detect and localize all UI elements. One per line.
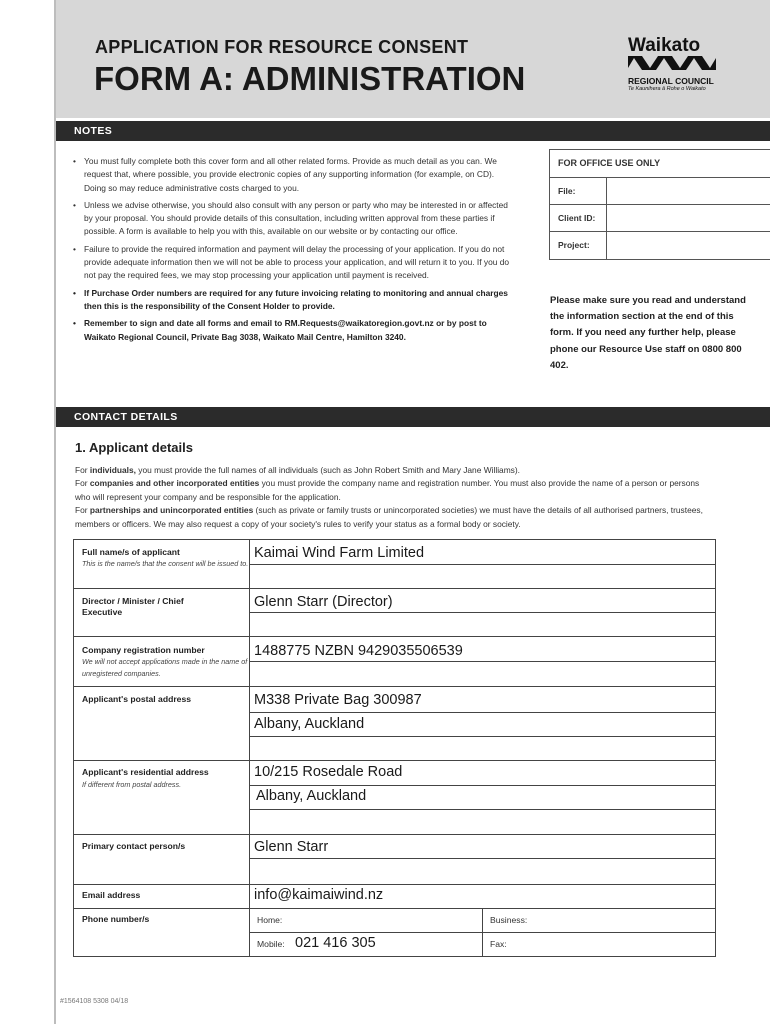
contact-bar [56, 407, 770, 427]
postal-address-line2[interactable]: Albany, Auckland [254, 716, 365, 732]
value-line [249, 564, 715, 565]
office-client-field[interactable] [606, 205, 770, 232]
director-label: Director / Minister / Chief Executive [82, 596, 184, 617]
value-line [249, 736, 715, 737]
note-item: • Failure to provide the required information and payment will delay the processing of your application. If you do not provide adequate information then we will not be able to process your application, and will return it to you. If you do not pay the required fees, we may stop processing your application until payment is received. [73, 243, 518, 283]
intro-partnerships: For partnerships and unincorporated entities (such as private or family trusts or unincorporated societies) we must have the details of all authorised partners, trustees, members or officers. We may also request a copy of your society's rules to verify your status as a formal body or society. [75, 505, 703, 529]
applicant-details-form [73, 539, 716, 957]
company-reg-hint: We will not accept applications made in the name of unregistered companies. [82, 657, 248, 678]
row-divider [74, 908, 715, 909]
phone-label: Phone number/s [82, 914, 150, 924]
intro-companies: For companies and other incorporated entities you must provide the company name and registration number. You must also provide the name of a person or persons who will represent your company and be responsible for the application. [75, 478, 700, 502]
note-item: • Remember to sign and date all forms and email to RM.Requests@waikatoregion.govt.nz or by post to Waikato Regional Council, Private Bag 3038, Waikato Mail Centre, Hamilton 3240. [73, 317, 518, 344]
primary-contact-field[interactable]: Glenn Starr [254, 839, 329, 855]
form-subtitle: APPLICATION FOR RESOURCE CONSENT [95, 37, 469, 57]
postal-address-label: Applicant's postal address [82, 694, 192, 704]
office-file-row [550, 177, 770, 205]
wave-logo-icon [628, 56, 716, 70]
home-phone-label: Home: [257, 915, 283, 925]
waikato-logo [628, 36, 720, 96]
value-line [249, 612, 715, 613]
office-client-label: Client ID: [558, 213, 596, 223]
section-title: 1. Applicant details [75, 440, 193, 455]
note-item: • If Purchase Order numbers are required for any future invoicing relating to monitoring and annual charges then this is the responsibility of the Consent Holder to provide. [73, 287, 518, 314]
business-phone-label: Business: [490, 915, 528, 925]
contact-heading: CONTACT DETAILS [74, 411, 178, 423]
office-project-label: Project: [558, 240, 590, 250]
full-name-label: Full name/s of applicant [82, 547, 180, 557]
page-margin-rule [54, 0, 56, 1024]
office-project-row [550, 231, 770, 259]
row-divider [74, 884, 715, 885]
residential-address-hint: If different from postal address. [82, 780, 182, 789]
company-reg-field[interactable]: 1488775 NZBN 9429035506539 [254, 643, 463, 659]
help-note: Please make sure you read and understand the information section at the end of this form. If you need any further help, please phone our Resource Use staff on 0800 800 402. [550, 295, 746, 371]
logo-maori: Te Kaunihera ā Rohe o Waikato [628, 86, 706, 92]
residential-address-line1[interactable]: 10/215 Rosedale Road [254, 764, 403, 780]
email-label: Email address [82, 890, 141, 900]
logo-org: REGIONAL COUNCIL [628, 76, 714, 86]
row-divider [74, 834, 715, 835]
full-name-field[interactable]: Kaimai Wind Farm Limited [254, 545, 425, 561]
residential-address-label: Applicant's residential address [82, 767, 209, 777]
full-name-hint: This is the name/s that the consent will be issued to. [82, 559, 249, 568]
director-field[interactable]: Glenn Starr (Director) [254, 594, 393, 610]
column-divider [249, 540, 250, 956]
document-footer: #1564108 5308 04/18 [60, 998, 129, 1005]
postal-address-line1[interactable]: M338 Private Bag 300987 [254, 692, 422, 708]
mobile-phone-label: Mobile: [257, 939, 285, 949]
office-file-label: File: [558, 186, 576, 196]
value-line [249, 712, 715, 713]
note-item: • You must fully complete both this cover form and all other related forms. Provide as much detail as you can. We request that, where possible, you provide electronic copies of any supporting information (for example, on CD). Doing so may reduce administrative costs charged to you. [73, 155, 518, 195]
company-reg-label: Company registration number [82, 645, 205, 655]
value-line [249, 661, 715, 662]
row-divider [74, 760, 715, 761]
notes-heading: NOTES [74, 125, 113, 137]
note-item: • Unless we advise otherwise, you should also consult with any person or party who may be interested in or affected by your proposal. You should provide details of this consultation, including written approval from these parties if possible. A form is available to help you with this, available on our website or by contacting our office. [73, 199, 518, 239]
primary-contact-label: Primary contact person/s [82, 841, 186, 851]
email-field[interactable]: info@kaimaiwind.nz [254, 887, 384, 903]
phone-column-divider [482, 908, 483, 956]
row-divider [74, 588, 715, 589]
form-title: FORM A: ADMINISTRATION [94, 60, 526, 97]
residential-address-line2[interactable]: Albany, Auckland [256, 788, 367, 804]
office-client-row [550, 204, 770, 232]
logo-name: Waikato [628, 35, 701, 56]
value-line [249, 809, 715, 810]
row-divider [74, 686, 715, 687]
applicant-intro [75, 464, 715, 531]
fax-label: Fax: [490, 939, 507, 949]
office-file-field[interactable] [606, 178, 770, 205]
row-divider [74, 636, 715, 637]
office-use-heading: FOR OFFICE USE ONLY [558, 158, 661, 168]
intro-individuals: For individuals, you must provide the full names of all individuals (such as John Robert Smith and Mary Jane Williams). [75, 465, 520, 475]
value-line [249, 858, 715, 859]
office-project-field[interactable] [606, 232, 770, 259]
notes-list [73, 155, 518, 348]
value-line [249, 785, 715, 786]
office-use-box [549, 149, 770, 260]
notes-bar [56, 121, 770, 141]
mobile-phone-field[interactable]: 021 416 305 [295, 935, 376, 951]
